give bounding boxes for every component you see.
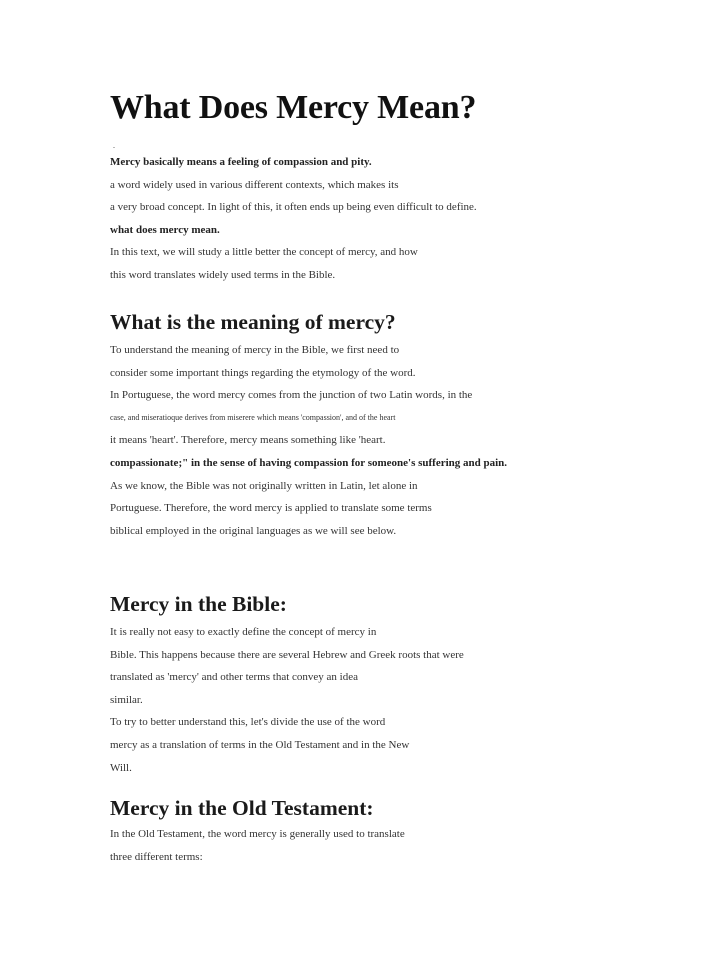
text-line: As we know, the Bible was not originally written in Latin, let alone in — [110, 479, 418, 492]
text-line: Portuguese. Therefore, the word mercy is applied to translate some terms — [110, 502, 432, 515]
text-line: Mercy basically means a feeling of compassion and pity. — [110, 156, 372, 168]
section-heading-meaning — [110, 309, 670, 335]
section-body-old-testament — [110, 823, 670, 868]
text-line: To understand the meaning of mercy in the Bible, we first need to — [110, 344, 400, 356]
section-heading: What is the meaning of mercy? — [110, 310, 396, 334]
text-line: a very broad concept. In light of this, it often ends up being even difficult to define. — [110, 201, 477, 214]
text-line: consider some important things regarding the etymology of the word. — [110, 366, 416, 379]
text-line: To try to better understand this, let's divide the use of the word — [110, 716, 386, 729]
text-line: three different terms: — [110, 850, 203, 863]
section-heading-bible — [110, 591, 670, 617]
section-body-meaning — [110, 339, 670, 542]
text-line: similar. — [110, 693, 143, 706]
text-line: mercy as a translation of terms in the Old Testament and in the New — [110, 738, 410, 751]
text-line: Bible. This happens because there are several Hebrew and Greek roots that were — [110, 648, 464, 661]
text-line: what does mercy mean. — [110, 223, 220, 236]
text-line: a word widely used in various different contexts, which makes its — [110, 178, 399, 191]
section-heading: Mercy in the Old Testament: — [110, 796, 374, 820]
section-heading-old-testament — [110, 795, 670, 821]
text-line: It is really not easy to exactly define the concept of mercy in — [110, 626, 377, 638]
text-line: this word translates widely used terms in the Bible. — [110, 268, 336, 281]
title-block — [110, 88, 670, 128]
text-line: In the Old Testament, the word mercy is generally used to translate — [110, 828, 405, 840]
section-heading: Mercy in the Bible: — [110, 592, 287, 616]
text-line: In this text, we will study a little better the concept of mercy, and how — [110, 246, 418, 259]
section-body-bible — [110, 621, 670, 779]
text-line: Will. — [110, 761, 132, 774]
intro-paragraph — [110, 151, 670, 287]
text-line: In Portuguese, the word mercy comes from the junction of two Latin words, in the — [110, 389, 473, 402]
text-line: translated as 'mercy' and other terms that convey an idea — [110, 671, 359, 684]
text-line: compassionate;" in the sense of having compassion for someone's suffering and pain. — [110, 456, 508, 469]
text-line: biblical employed in the original languages as we will see below. — [110, 524, 397, 537]
text-line: it means 'heart'. Therefore, mercy means something like 'heart. — [110, 434, 386, 447]
scan-speck — [113, 147, 115, 148]
text-line: case, and miseratioque derives from miserere which means 'compassion', and of the heart — [110, 412, 396, 422]
page-title: What Does Mercy Mean? — [110, 89, 477, 126]
